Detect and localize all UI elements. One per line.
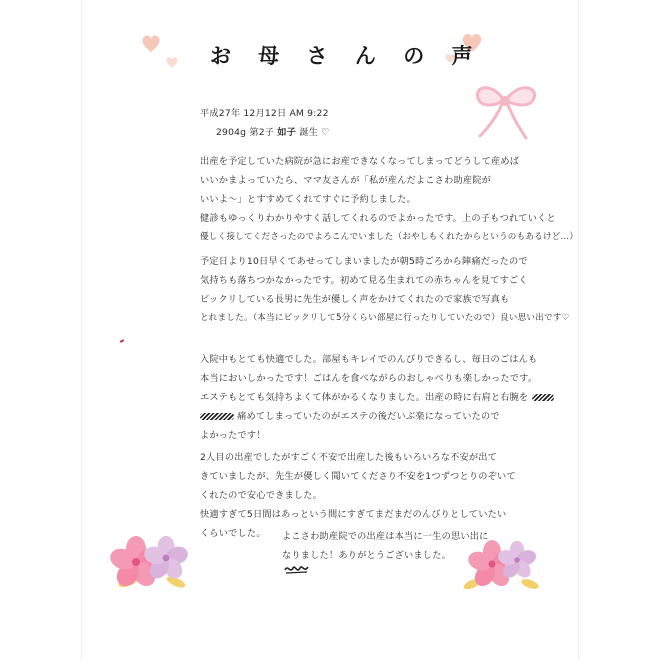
birth-date-time: 平成27年 12月12日 AM 9:22 [200, 108, 329, 119]
text-line: 本当においしかったです！ごはんを食べながらのおしゃべりも楽しかったです。 [200, 373, 538, 384]
birth-details [200, 123, 330, 142]
closing-message [282, 527, 489, 565]
text-line: 入院中もとても快適でした。部屋もキレイでのんびりできるし、毎日のごはんも [200, 354, 538, 365]
text-line: 健診もゆっくりわかりやすく話してくれるのでよかったです。上の子もつれていくと [200, 213, 556, 224]
baby-name: 如子 [277, 127, 297, 138]
text-line: いいかまよっていたら、ママ友さんが「私が産んだよこさわ助産院が [200, 175, 492, 186]
text-line [200, 407, 554, 426]
text-line: 予定日より10日早くてあせってしまいましたが朝5時ごろから陣痛だったので [200, 256, 528, 267]
paragraph-3 [200, 350, 554, 445]
signature [284, 562, 310, 576]
text-line [200, 388, 554, 407]
text-line-content: エステもとても気持ちよくて体がかるくなりました。出産の時に右肩と右腕を [200, 392, 529, 403]
ribbon-bow-icon [468, 76, 542, 146]
text-line: 出産を予定していた病院が急にお産できなくなってしまってどうして産めば [200, 156, 520, 167]
paragraph-2 [200, 252, 569, 328]
text-line: くれたので安心できました。 [200, 490, 323, 501]
birth-weight-order: 2904g 第2子 [216, 127, 275, 138]
text-line: 気持ちも落ちつかなかったです。初めて見る生まれての赤ちゃんを見てすごく [200, 275, 528, 286]
text-line: きていましたが、先生が優しく聞いてくださり不安を1つずつとりのぞいて [200, 471, 516, 482]
text-line: よこさわ助産院での出産は本当に一生の思い出に [282, 531, 489, 542]
text-line: いいよ〜」とすすめてくれてすぐに予約しました。 [200, 194, 417, 205]
text-line: ビックリしている長男に先生が優しく声をかけてくれたので家族で写真も [200, 294, 510, 305]
text-line-content: 痛めてしまっていたのがエステの後だいぶ楽になっていたので [237, 411, 500, 422]
heart-icon [140, 32, 162, 54]
birth-record [200, 104, 330, 142]
text-line: 優しく接してくださったのでよろこんでいました（おやしもくれたからというのもあるけど…） [200, 232, 579, 242]
paragraph-1 [200, 152, 578, 247]
birth-suffix: 誕生 ♡ [299, 127, 330, 138]
hibiscus-flower-icon [462, 536, 542, 596]
text-line: 2人目の出産でしたがすごく不安で出産した後もいろいろな不安が出て [200, 452, 498, 463]
text-line: 快適すぎて5日間はあっという間にすぎてまだまだのんびりとしていたい [200, 509, 507, 520]
text-line: よかったです！ [200, 430, 266, 441]
crossed-out-scribble [532, 394, 554, 401]
crossed-out-scribble [200, 413, 234, 420]
text-line: なりました！ありがとうございました。 [282, 550, 451, 561]
text-line: くらいでした。 [200, 528, 266, 539]
text-line: とれました。（本当にビックリして5分くらい部屋に行ったりしていたので）良い思い出です♡ [200, 313, 570, 323]
hibiscus-flower-icon [106, 532, 196, 596]
page-title: お 母 さ ん の 声 [210, 44, 483, 68]
heart-icon [165, 55, 179, 69]
